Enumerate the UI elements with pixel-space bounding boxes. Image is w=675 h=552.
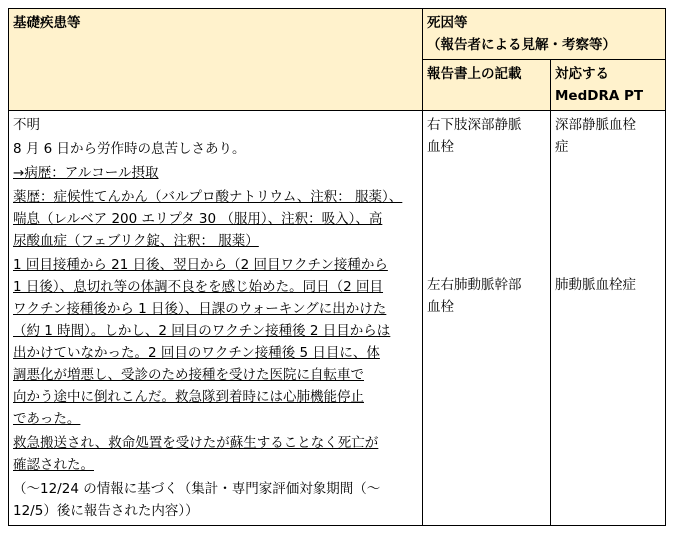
- cause-1-report: [427, 114, 546, 158]
- note-line: （～12/24 の情報に基づく（集計・専門家評価対象期間（～: [13, 481, 381, 497]
- medication-history: [13, 186, 418, 252]
- medication-line: 薬歴：症候性てんかん（バルプロ酸ナトリウム、注釈： 服薬）、: [13, 189, 403, 205]
- course-line: 出かけていなかった。2 回目のワクチン接種後 5 日目に、体: [13, 345, 380, 361]
- outcome-line: 救急搬送され、救命処置を受けたが蘇生することなく死亡が: [13, 435, 379, 451]
- cause-1-report-line2: 血栓: [427, 139, 454, 155]
- cause-1-pt-line1: 深部静脈血栓: [555, 117, 636, 133]
- cause-2-pt: [555, 274, 661, 296]
- header-cause-of-death: [423, 9, 666, 60]
- underlying-disease-cell: [9, 111, 423, 526]
- header-report-description: 報告書上の記載: [423, 60, 551, 111]
- cause-2-report: [427, 274, 546, 318]
- course-line: 向かう途中に倒れこんだ。救急隊到着時には心肺機能停止: [13, 389, 364, 405]
- outcome-text: [13, 432, 418, 476]
- cause-2-report-line2: 血栓: [427, 299, 454, 315]
- body-row: [9, 111, 666, 526]
- cause-2-pt-line1: 肺動脈血栓症: [555, 277, 636, 293]
- course-line: 1 回目接種から 21 日後、翌日から（2 回目ワクチン接種から: [13, 257, 388, 273]
- header-row-1: [9, 9, 666, 60]
- information-note: [13, 478, 418, 522]
- course-line: であった。: [13, 411, 81, 427]
- outcome-line: 確認された。: [13, 457, 94, 473]
- medication-line: 尿酸血症（フェブリク錠、注釈： 服薬）: [13, 233, 259, 249]
- cause-1-pt-line2: 症: [555, 139, 569, 155]
- note-line: 12/5）後に報告された内容））: [13, 503, 199, 519]
- header-meddra-pt: [551, 60, 666, 111]
- header-cause-subtitle: （報告者による見解・考察等）: [427, 37, 616, 53]
- medical-history-text: [13, 162, 418, 184]
- medication-line: 喘息（レルベア 200 エリプタ 30 （服用）、注釈：吸入）、高: [13, 211, 383, 227]
- symptom-onset-text: 8 月 6 日から労作時の息苦しさあり。: [13, 141, 246, 157]
- clinical-course: [13, 254, 418, 430]
- unknown-text: 不明: [13, 117, 40, 133]
- course-line: （約 1 時間）。しかし、2 回目のワクチン接種後 2 日目からは: [13, 323, 391, 339]
- report-description-cell: [423, 111, 551, 526]
- medical-history-label: 病歴：アルコール摂取: [24, 165, 159, 181]
- cause-1-pt: [555, 114, 661, 158]
- meddra-pt-cell: [551, 111, 666, 526]
- header-cause-title: 死因等: [427, 15, 468, 31]
- header-meddra-line2: MedDRA PT: [555, 88, 644, 104]
- adverse-event-table: [8, 8, 666, 526]
- course-line: ワクチン接種後から 1 日後）、日課のウォーキングに出かけた: [13, 301, 387, 317]
- cause-1-report-line1: 右下肢深部静脈: [427, 117, 522, 133]
- cause-2-report-line1: 左右肺動脈幹部: [427, 277, 522, 293]
- header-underlying-disease: 基礎疾患等: [9, 9, 423, 111]
- arrow-right-icon: →: [13, 165, 25, 181]
- course-line: 調悪化が増悪し、受診のため接種を受けた医院に自転車で: [13, 367, 364, 383]
- header-meddra-line1: 対応する: [555, 66, 609, 82]
- course-line: 1 日後）、息切れ等の体調不良をを感じ始めた。同日（2 回目: [13, 279, 384, 295]
